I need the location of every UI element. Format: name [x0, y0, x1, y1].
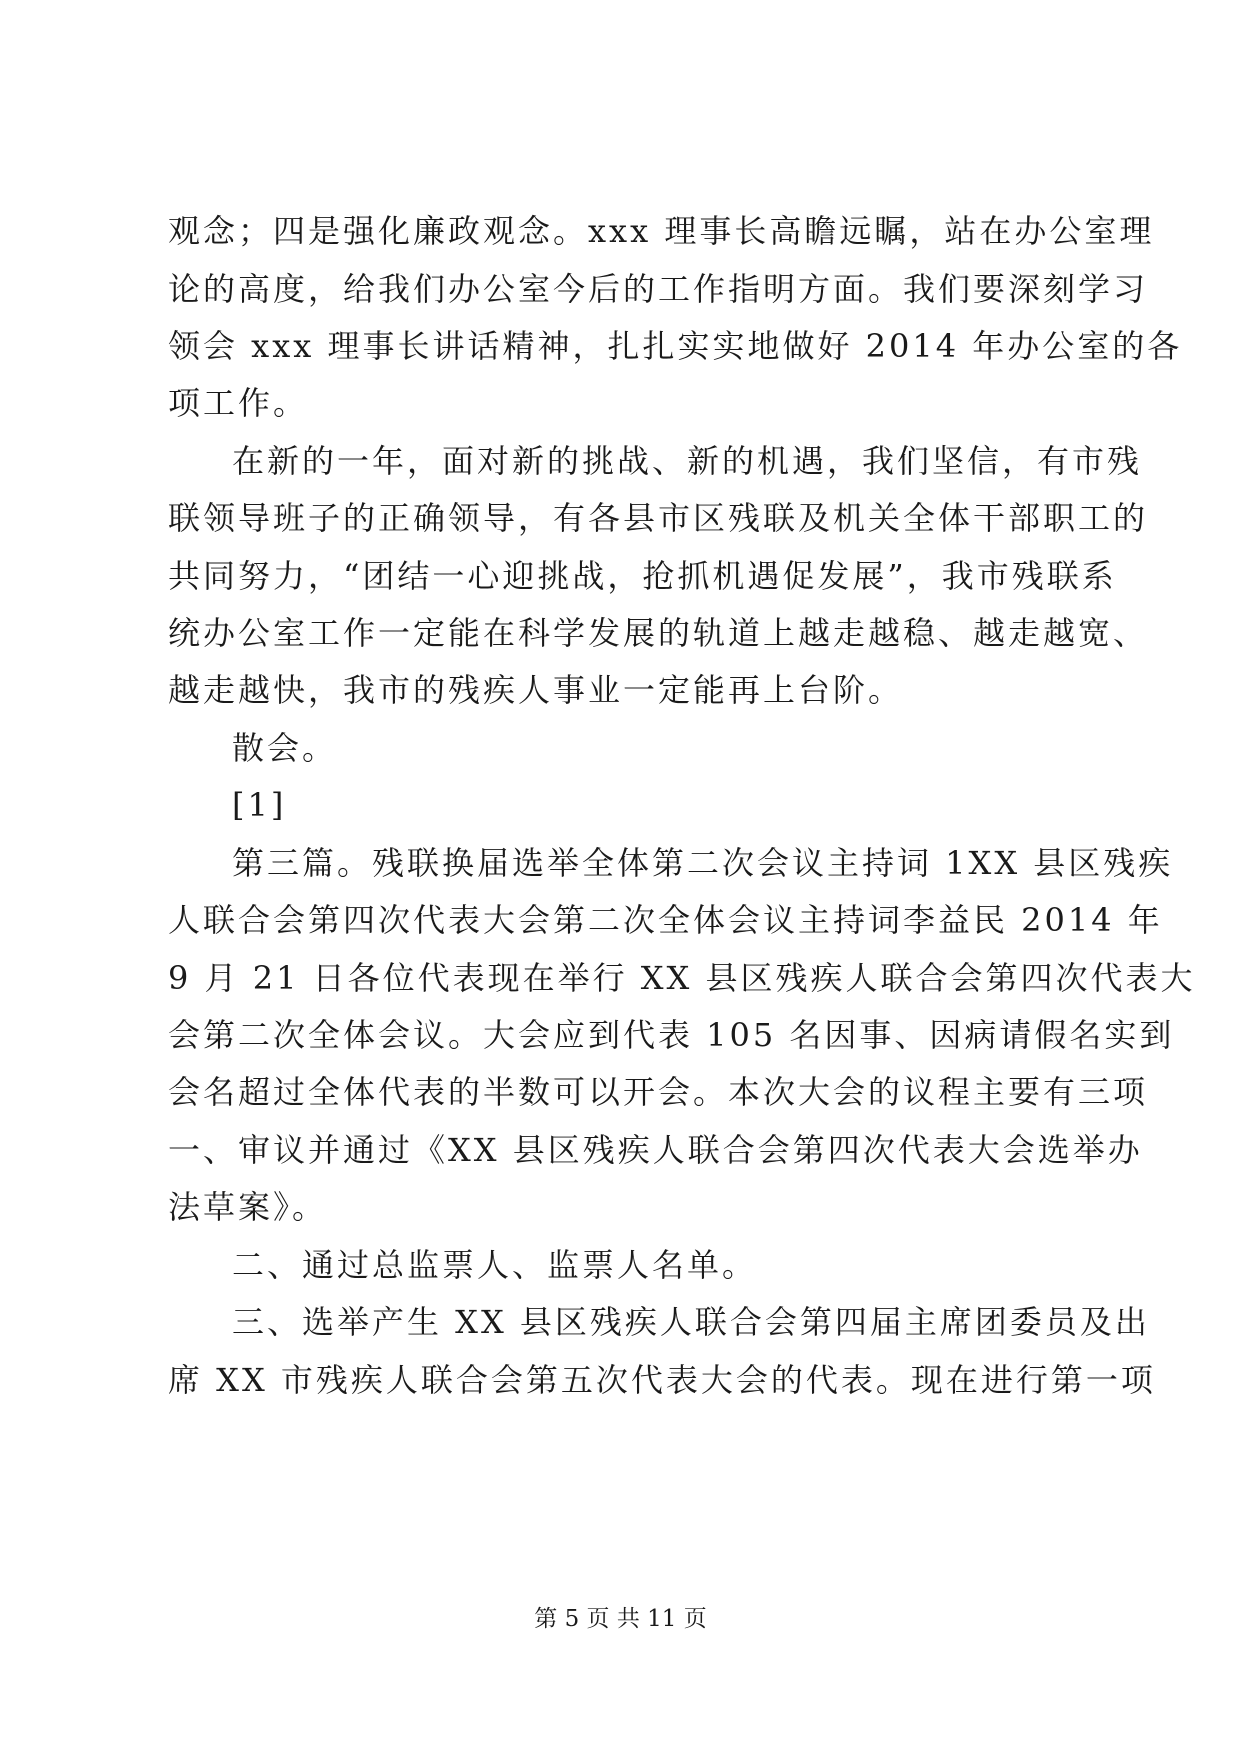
body-line: 观念；四是强化廉政观念。xxx 理事长高瞻远瞩，站在办公室理	[168, 212, 1155, 250]
body-line: 项工作。	[168, 384, 309, 422]
body-line: 席 XX 市残疾人联合会第五次代表大会的代表。现在进行第一项	[168, 1361, 1156, 1399]
body-line: 共同努力，“团结一心迎挑战，抢抓机遇促发展”，我市残联系	[168, 557, 1117, 595]
body-line: 三、选举产生 XX 县区残疾人联合会第四届主席团委员及出	[232, 1303, 1150, 1341]
page-footer: 第 5 页 共 11 页	[534, 1606, 707, 1632]
body-line: 二、通过总监票人、监票人名单。	[232, 1246, 758, 1284]
body-line: 会第二次全体会议。大会应到代表 105 名因事、因病请假名实到	[168, 1016, 1175, 1054]
body-line: 散会。	[232, 729, 338, 767]
body-line: 9 月 21 日各位代表现在举行 XX 县区残疾人联合会第四次代表大	[168, 959, 1196, 997]
body-line: 第三篇。残联换届选举全体第二次会议主持词 1XX 县区残疾	[232, 844, 1174, 882]
body-line: 论的高度，给我们办公室今后的工作指明方面。我们要深刻学习	[168, 270, 1149, 308]
body-line: 联领导班子的正确领导，有各县市区残联及机关全体干部职工的	[168, 499, 1149, 537]
reference-marker: [1]	[232, 786, 287, 824]
body-line: 会名超过全体代表的半数可以开会。本次大会的议程主要有三项	[168, 1073, 1149, 1111]
body-line: 人联合会第四次代表大会第二次全体会议主持词李益民 2014 年	[168, 901, 1163, 939]
body-line: 统办公室工作一定能在科学发展的轨道上越走越稳、越走越宽、	[168, 614, 1149, 652]
body-line: 越走越快，我市的残疾人事业一定能再上台阶。	[168, 671, 904, 709]
body-line: 领会 xxx 理事长讲话精神，扎扎实实地做好 2014 年办公室的各	[168, 327, 1183, 365]
body-line: 在新的一年，面对新的挑战、新的机遇，我们坚信，有市残	[232, 442, 1143, 480]
body-line: 一、审议并通过《XX 县区残疾人联合会第四次代表大会选举办	[168, 1131, 1143, 1169]
body-line: 法草案》。	[168, 1188, 328, 1226]
